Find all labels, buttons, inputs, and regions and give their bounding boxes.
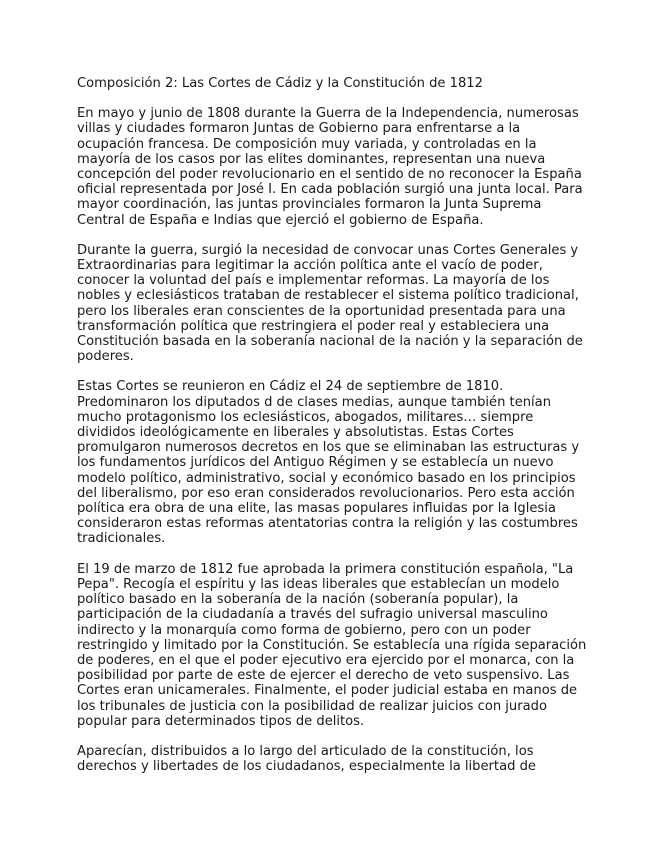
text-line: indirecto y la monarquía como forma de gobierno, pero con un poder bbox=[77, 622, 531, 638]
text-line: conocer la voluntad del país e implementar reformas. La mayoría de los bbox=[77, 273, 550, 289]
text-line: modelo político, administrativo, social y económico basado en los principios bbox=[77, 470, 576, 486]
text-line: promulgaron numerosos decretos en los que se eliminaban las estructuras y bbox=[77, 440, 580, 456]
text-line: Central de España e Indias que ejerció el gobierno de España. bbox=[77, 212, 484, 228]
text-line: Aparecían, distribuidos a lo largo del articulado de la constitución, los bbox=[77, 743, 534, 759]
text-line: pero los liberales eran conscientes de la oportunidad presentada para una bbox=[77, 303, 566, 319]
paragraph-constitucion-1812 bbox=[77, 561, 587, 729]
text-line: del liberalismo, por eso eran considerados revolucionarios. Pero esta acción bbox=[77, 485, 575, 501]
text-line: Constitución basada en la soberanía nacional de la nación y la separación de bbox=[77, 334, 583, 350]
text-line: popular para determinados tipos de delitos. bbox=[77, 713, 365, 729]
paragraph-cortes-cadiz bbox=[77, 379, 580, 547]
text-line: Durante la guerra, surgió la necesidad de convocar unas Cortes Generales y bbox=[77, 242, 579, 258]
text-line: ocupación francesa. De composición muy variada, y controladas en la bbox=[77, 136, 537, 152]
text-line: Estas Cortes se reunieron en Cádiz el 24 de septiembre de 1810. bbox=[77, 379, 504, 395]
text-line: Predominaron los diputados d de clases medias, aunque también tenían bbox=[77, 394, 552, 410]
text-line: Extraordinarias para legitimar la acción política ante el vacío de poder, bbox=[77, 258, 543, 274]
text-line: concepción del poder revolucionario en el sentido de no reconocer la España bbox=[77, 167, 582, 183]
text-line: político basado en la soberanía de la nación (soberanía popular), la bbox=[77, 592, 519, 608]
text-line: de poderes, en el que el poder ejecutivo era ejercido por el monarca, con la bbox=[77, 652, 575, 668]
text-line: Pepa". Recogía el espíritu y las ideas liberales que establecían un modelo bbox=[77, 576, 560, 592]
document-page bbox=[77, 76, 587, 789]
text-line: Cortes eran unicamerales. Finalmente, el poder judicial estaba en manos de bbox=[77, 683, 578, 699]
text-line: los fundamentos jurídicos del Antiguo Régimen y se establecía un nuevo bbox=[77, 455, 554, 471]
text-line: consideraron estas reformas atentatorias contra la religión y las costumbres bbox=[77, 516, 578, 532]
text-line: nobles y eclesiásticos trataban de restablecer el sistema político tradicional, bbox=[77, 288, 579, 304]
paragraph-cortes-convocatoria bbox=[77, 242, 583, 365]
text-line: El 19 de marzo de 1812 fue aprobada la primera constitución española, "La bbox=[77, 561, 574, 577]
text-line: transformación política que restringiera el poder real y estableciera una bbox=[77, 318, 550, 334]
text-line: mayoría de los casos por las elites dominantes, representan una nueva bbox=[77, 151, 546, 167]
text-line: participación de la ciudadanía a través del sufragio universal masculino bbox=[77, 607, 548, 623]
text-line: En mayo y junio de 1808 durante la Guerra de la Independencia, numerosas bbox=[77, 106, 579, 122]
document-title: Composición 2: Las Cortes de Cádiz y la Constitución de 1812 bbox=[77, 76, 483, 91]
text-line: restringido y limitado por la Constitución. Se establecía una rígida separación bbox=[77, 637, 587, 653]
text-line: villas y ciudades formaron Juntas de Gobierno para enfrentarse a la bbox=[77, 121, 521, 137]
text-line: derechos y libertades de los ciudadanos, especialmente la libertad de bbox=[77, 759, 536, 775]
text-line: política era obra de una elite, las masas populares influidas por la Iglesia bbox=[77, 501, 556, 517]
paragraph-derechos bbox=[77, 744, 577, 774]
text-line: divididos ideológicamente en liberales y absolutistas. Estas Cortes bbox=[77, 425, 514, 441]
text-line: poderes. bbox=[77, 349, 134, 365]
text-line: mayor coordinación, las juntas provinciales formaron la Junta Suprema bbox=[77, 197, 542, 213]
text-line: mucho protagonismo los eclesiásticos, abogados, militares… siempre bbox=[77, 409, 534, 425]
paragraph-juntas bbox=[77, 106, 583, 228]
text-line: oficial representada por José I. En cada población surgió una junta local. Para bbox=[77, 182, 583, 198]
text-line: los tribunales de justicia con la posibilidad de realizar juicios con jurado bbox=[77, 698, 547, 714]
text-line: tradicionales. bbox=[77, 531, 166, 547]
text-line: posibilidad por parte de este de ejercer el derecho de veto suspensivo. Las bbox=[77, 668, 570, 684]
